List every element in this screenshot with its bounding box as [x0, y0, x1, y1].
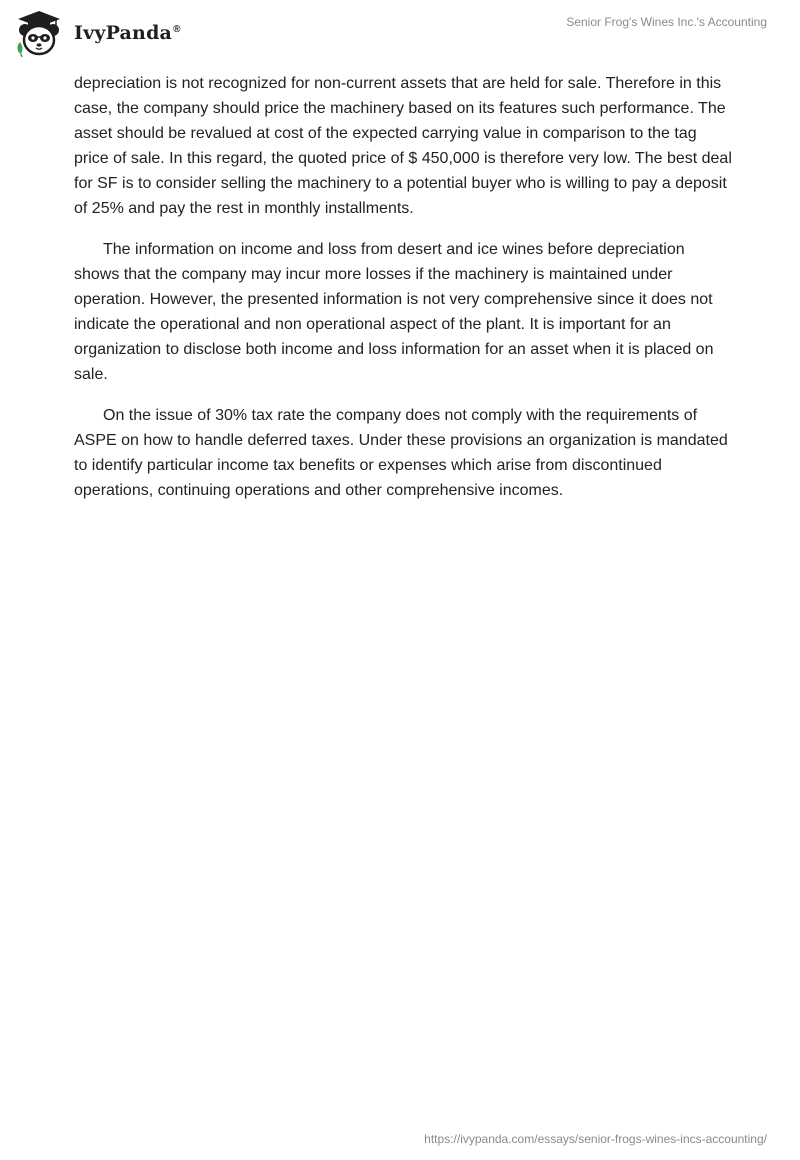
document-title: Senior Frog's Wines Inc.'s Accounting [566, 15, 767, 29]
source-url[interactable]: https://ivypanda.com/essays/senior-frogs-wines-incs-accounting/ [424, 1132, 767, 1146]
essay-body [74, 71, 734, 519]
brand-name: IvyPanda® [74, 22, 181, 44]
ivypanda-logo[interactable] [14, 8, 181, 58]
page-header [0, 0, 800, 70]
panda-logo-icon [14, 8, 64, 58]
registered-mark: ® [173, 23, 181, 35]
paragraph-2: The information on income and loss from desert and ice wines before depreciation shows that the company may incur more losses if the machinery is maintained under operation. However, the presented information is not very comprehensive since it does not indicate the operational and non operational aspect of the plant. It is important for an organization to disclose both income and loss information for an asset when it is placed on sale. [74, 241, 714, 383]
paragraph-1: depreciation is not recognized for non-current assets that are held for sale. Therefore in this case, the company should price the machinery based on its features such performance. The asset should be revalued at cost of the expected carrying value in comparison to the tag price of sale. In this regard, the quoted price of $ 450,000 is therefore very low. The best deal for SF is to consider selling the machinery to a potential buyer who is willing to pay a deposit of 25% and pay the rest in monthly installments. [74, 75, 732, 217]
paragraph-3: On the issue of 30% tax rate the company does not comply with the requirements of ASPE on how to handle deferred taxes. Under these provisions an organization is mandated to identify particular income tax benefits or expenses which arise from discontinued operations, continuing operations and other comprehensive incomes. [74, 407, 728, 499]
